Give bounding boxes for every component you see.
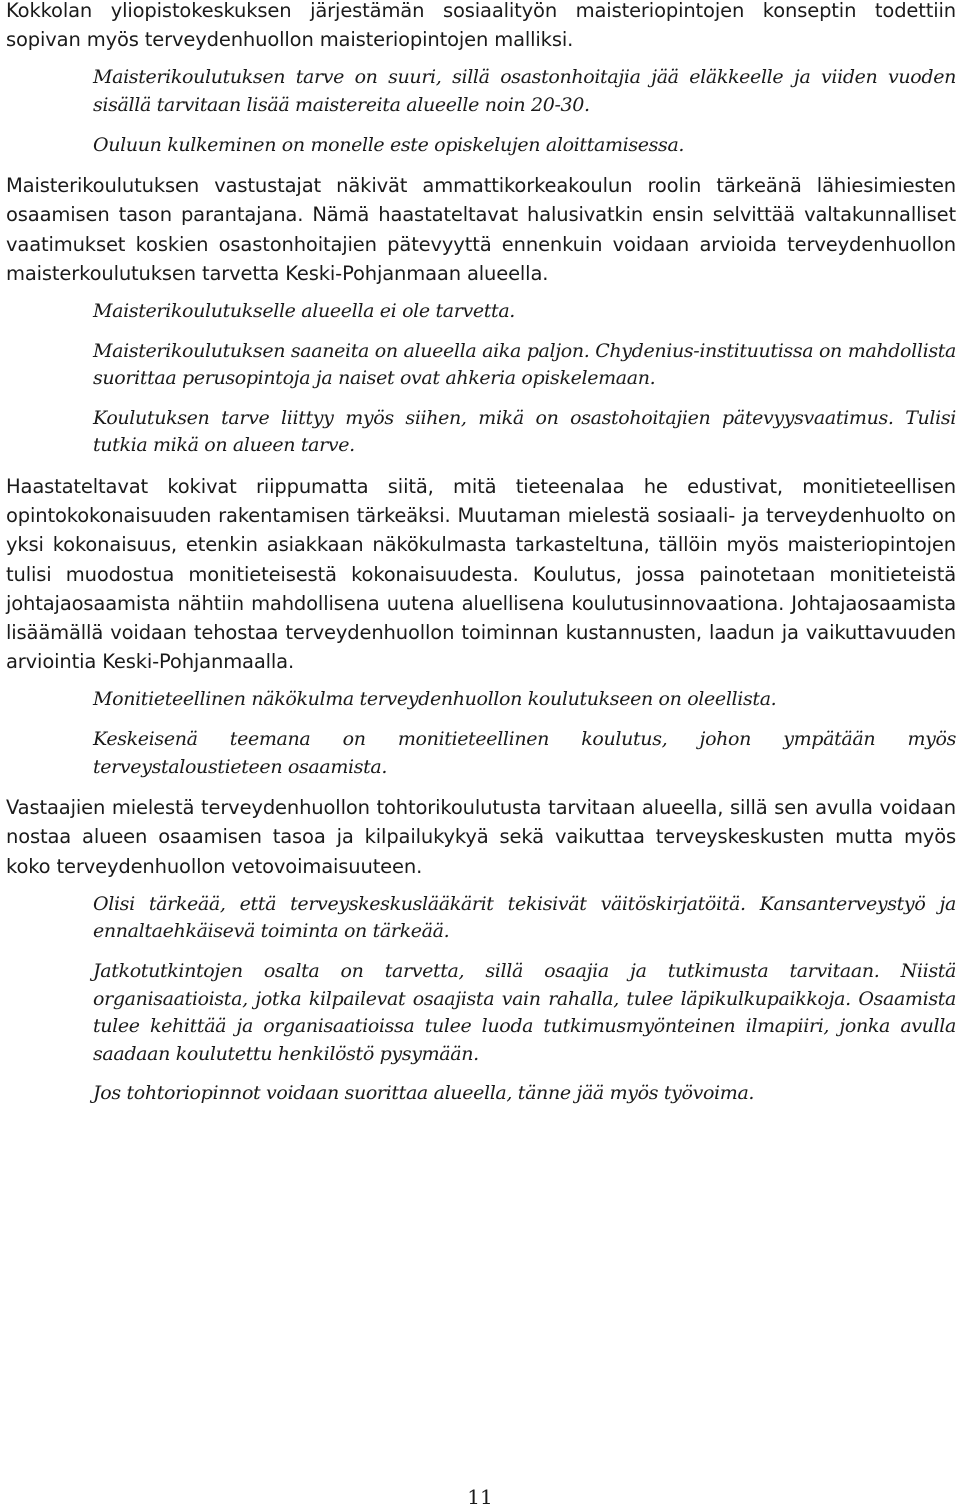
interview-quote: Ouluun kulkeminen on monelle este opiskelujen aloittamisessa. [93,133,685,156]
interview-quote: Monitieteellinen näkökulma terveydenhuollon koulutukseen on oleellista. [93,688,777,711]
interview-quote: Koulutuksen tarve liittyy myös siihen, mikä on osastohoitajien pätevyysvaatimus. Tulisi tutkia mikä on alueen tarve. [93,406,956,457]
interview-quote: Maisterikoulutuksen saaneita on alueella aika paljon. Chydenius-instituutissa on mahdollista suorittaa perusopintoja ja naiset ovat ahkeria opiskelemaan. [93,339,956,390]
body-paragraph: Maisterikoulutuksen vastustajat näkivät ammattikorkeakoulun roolin tärkeänä lähiesimiesten osaamisen tason parantajana. Nämä haastateltavat halusivatkin ensin selvittää valtakunnalliset vaatimukset koskien osastonhoitajien pätevyyttä ennenkuin voidaan arvioida terveydenhuollon maisterkoulutuksen tarvetta Keski-Pohjanmaan alueella. [6,174,956,285]
interview-quote: Jos tohtoriopinnot voidaan suorittaa alueella, tänne jää myös työvoima. [93,1082,755,1105]
interview-quote: Olisi tärkeää, että terveyskeskuslääkärit tekisivät väitöskirjatöitä. Kansanterveystyö ja ennaltaehkäisevä toiminta on tärkeää. [93,892,956,943]
page-number: 11 [467,1485,493,1509]
interview-quote: Maisterikoulutuksen tarve on suuri, sillä osastonhoitajia jää eläkkeelle ja viiden vuoden sisällä tarvitaan lisää maistereita alueelle noin 20-30. [93,66,956,116]
interview-quote: Jatkotutkintojen osalta on tarvetta, sillä osaajia ja tutkimusta tarvitaan. Niistä organisaatioista, jotka kilpailevat osaajista vain rahalla, tulee läpikulkupaikkoja. Osaamista tulee kehittää ja organisaatioissa tulee luoda tutkimusmyönteinen ilmapiiri, jonka avulla saadaan koulutettu henkilöstö pysymään. [93,959,956,1065]
interview-quote: Keskeisenä teemana on monitieteellinen koulutus, johon ympätään myös terveystaloustieteen osaamista. [93,727,956,778]
document-page [6,0,956,1120]
body-paragraph: Vastaajien mielestä terveydenhuollon tohtorikoulutusta tarvitaan alueella, sillä sen avulla voidaan nostaa alueen osaamisen tasoa ja kilpailukykyä sekä vaikuttaa terveyskeskusten mutta myös koko terveydenhuollon vetovoimaisuuteen. [6,796,956,878]
body-paragraph: Haastateltavat kokivat riippumatta siitä, mitä tieteenalaa he edustivat, monitieteellisen opintokokonaisuuden rakentamisen tärkeäksi. Muutaman mielestä sosiaali- ja terveydenhuolto on yksi kokonaisuus, etenkin asiakkaan näkökulmasta tarkasteltuna, tällöin myös maisteriopintojen tulisi muodostua monitieteisestä kokonaisuudesta. Koulutus, jossa painotetaan monitieteistä johtajaosaamista nähtiin mahdollisena uutena aluellisena koulutusinnovaationa. Johtajaosaamista lisäämällä voidaan tehostaa terveydenhuollon toiminnan kustannusten, laadun ja vaikuttavuuden arviointia Keski-Pohjanmaalla. [6,474,956,674]
interview-quote: Maisterikoulutukselle alueella ei ole tarvetta. [93,300,515,322]
body-paragraph: Kokkolan yliopistokeskuksen järjestämän sosiaalityön maisteriopintojen konseptin todettiin sopivan myös terveydenhuollon maisteriopintojen malliksi. [6,0,956,52]
